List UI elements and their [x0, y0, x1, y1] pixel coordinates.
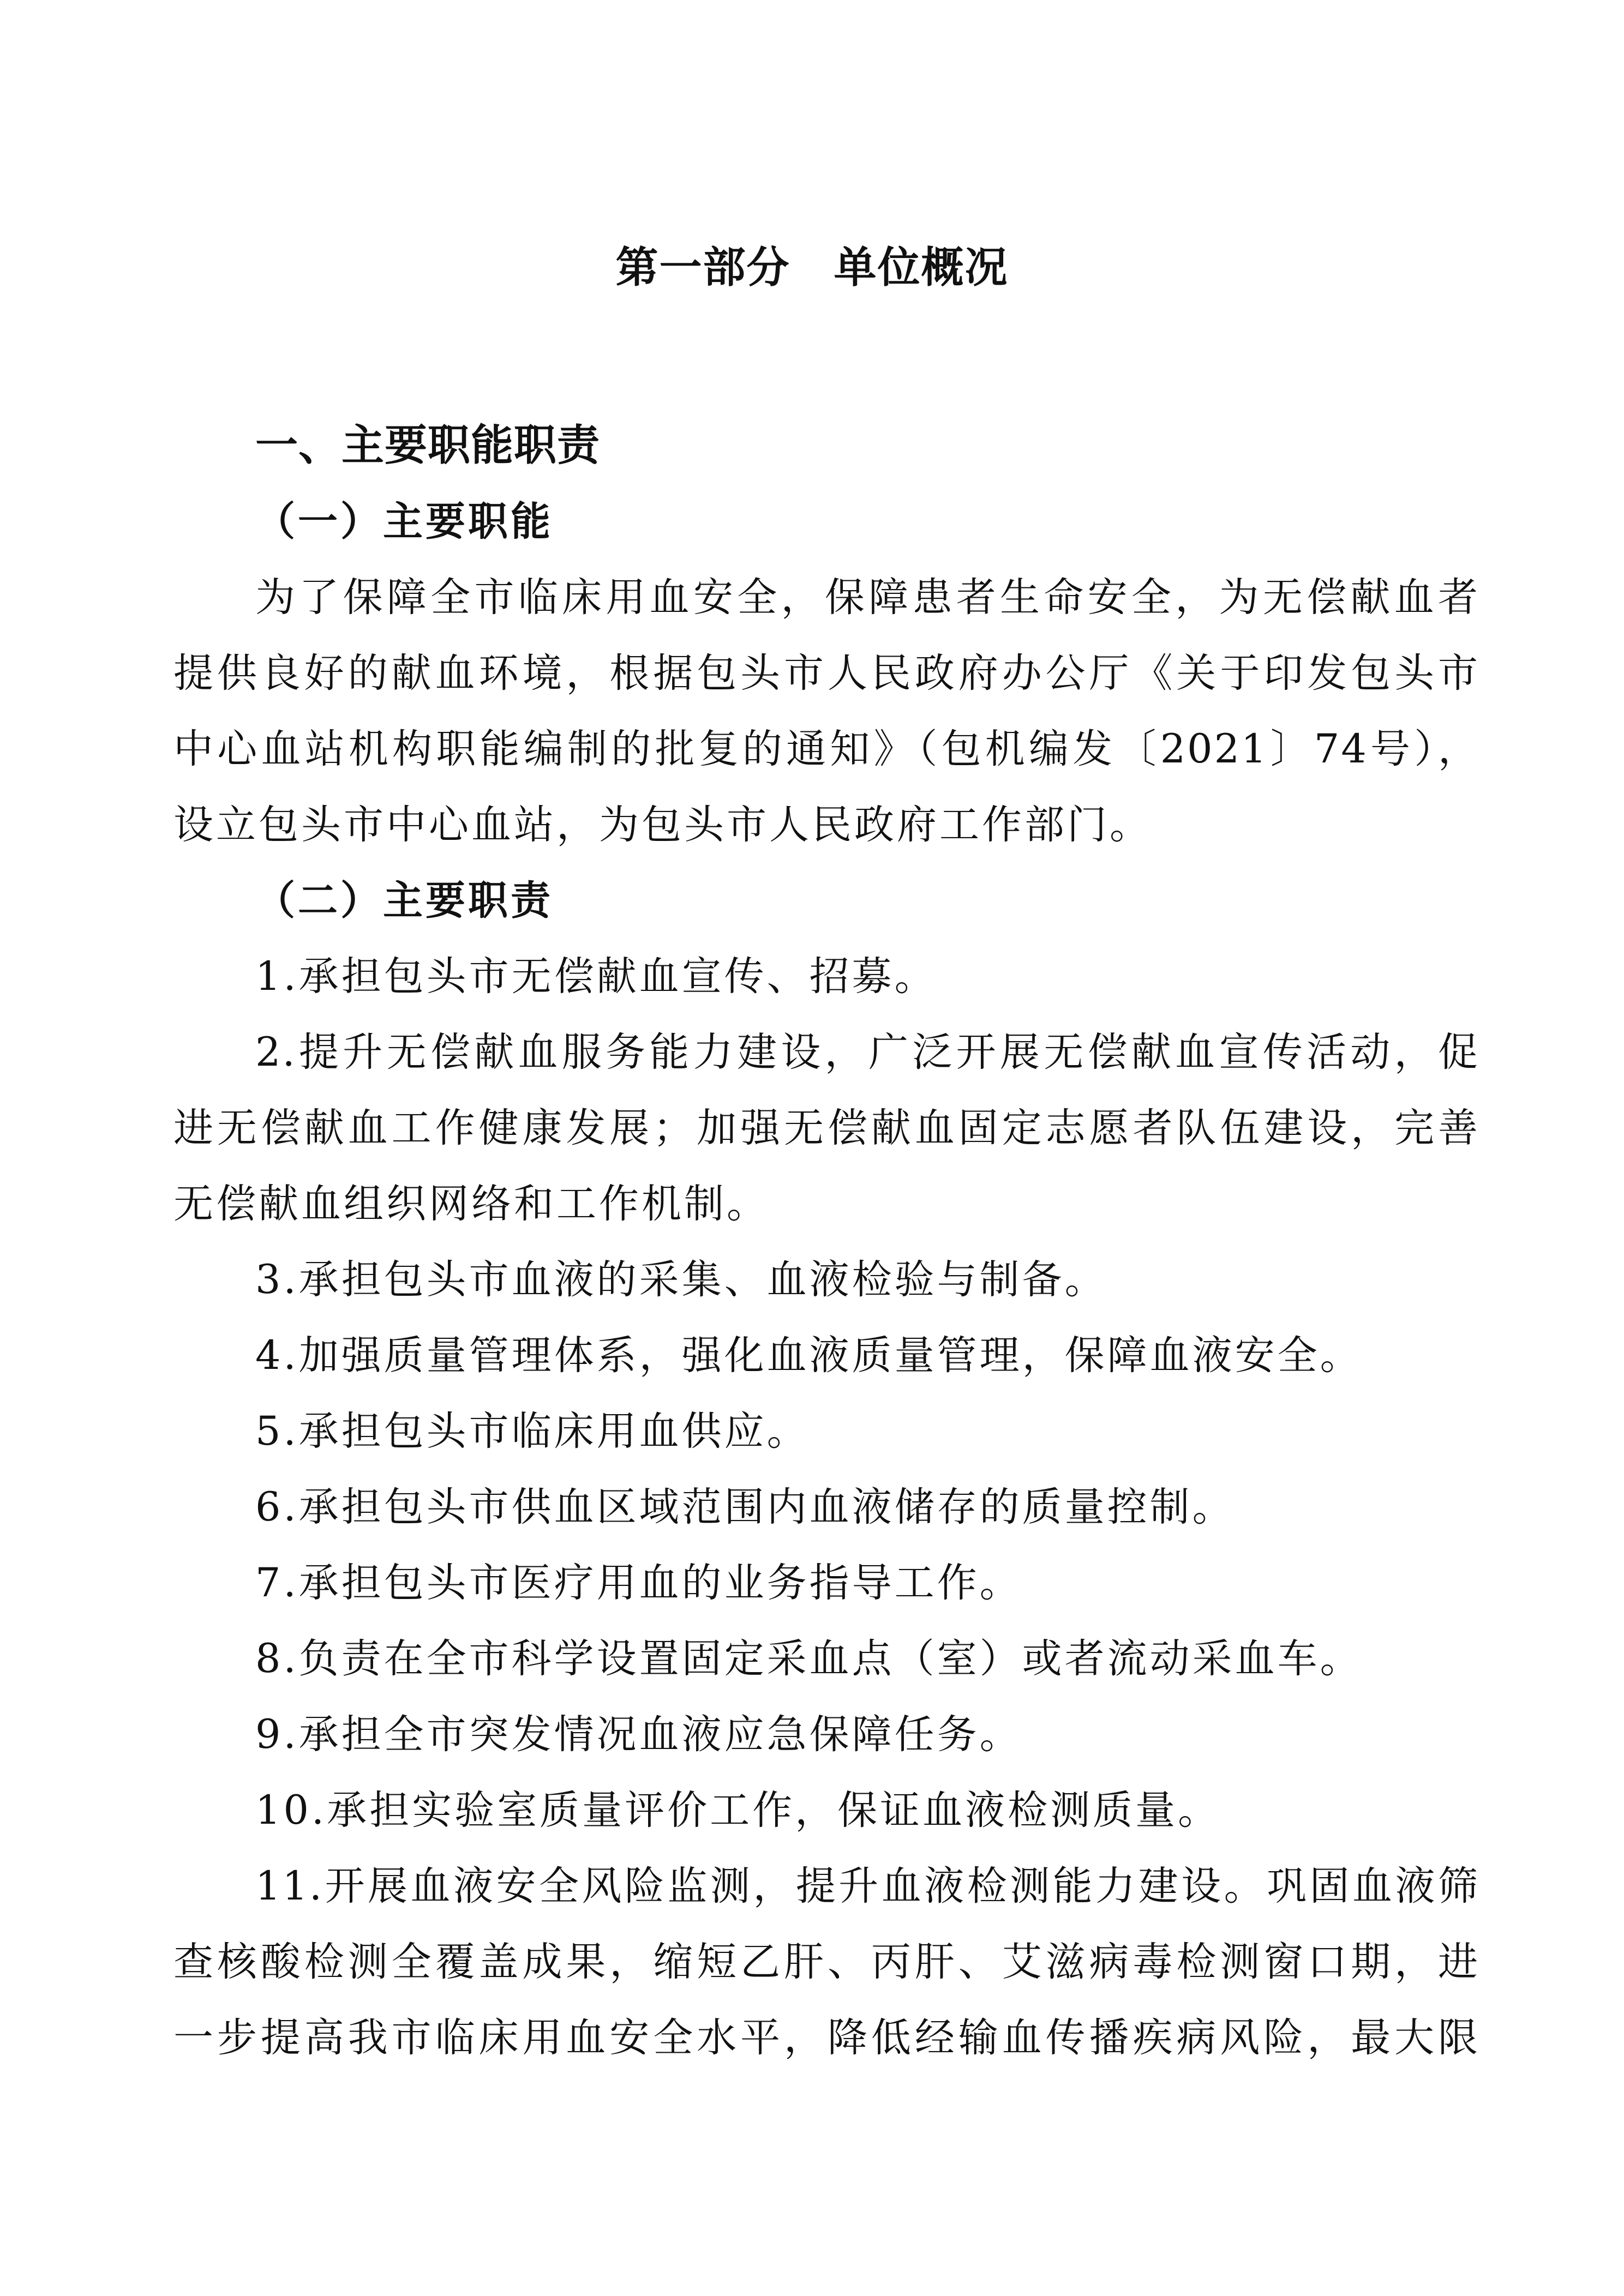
duty-item: 3.承担包头市血液的采集、血液检验与制备。: [255, 1257, 1107, 1303]
duty-item: 10.承担实验室质量评价工作，保证血液检测质量。: [255, 1787, 1221, 1834]
duty-item: 4.加强质量管理体系，强化血液质量管理，保障血液安全。: [255, 1332, 1363, 1379]
duty-item: 1.承担包头市无偿献血宣传、招募。: [255, 953, 937, 1000]
duty-item: 8.负责在全市科学设置固定采血点（室）或者流动采血车。: [255, 1636, 1363, 1682]
page-title: 第一部分 单位概况: [615, 243, 1009, 292]
duty-item: 2.提升无偿献血服务能力建设，广泛开展无偿献血宣传活动，促: [255, 1029, 1479, 1075]
subsection-heading-duties: （二）主要职责: [255, 877, 553, 924]
duty-item-continuation: 进无偿献血工作健康发展；加强无偿献血固定志愿者队伍建设，完善: [173, 1105, 1479, 1151]
paragraph-line: 中心血站机构职能编制的批复的通知》（包机编发〔2021〕74号），: [173, 726, 1479, 772]
section-heading: 一、主要职能职责: [255, 421, 601, 470]
document-body: [173, 408, 1479, 2076]
duty-item-continuation: 一步提高我市临床用血安全水平，降低经输血传播疾病风险，最大限: [173, 2015, 1479, 2061]
paragraph-line: 设立包头市中心血站，为包头市人民政府工作部门。: [173, 802, 1152, 848]
duty-item: 6.承担包头市供血区域范围内血液储存的质量控制。: [255, 1484, 1235, 1530]
duty-item-continuation: 无偿献血组织网络和工作机制。: [173, 1181, 769, 1227]
subsection-heading-functions: （一）主要职能: [255, 498, 553, 545]
duty-item-continuation: 查核酸检测全覆盖成果，缩短乙肝、丙肝、艾滋病毒检测窗口期，进: [173, 1939, 1479, 1985]
paragraph-line: 为了保障全市临床用血安全，保障患者生命安全，为无偿献血者: [255, 574, 1479, 621]
duty-item: 7.承担包头市医疗用血的业务指导工作。: [255, 1560, 1022, 1606]
duty-item: 11.开展血液安全风险监测，提升血液检测能力建设。巩固血液筛: [255, 1863, 1479, 1909]
paragraph-line: 提供良好的献血环境，根据包头市人民政府办公厅《关于印发包头市: [173, 650, 1479, 696]
duty-item: 9.承担全市突发情况血液应急保障任务。: [255, 1711, 1022, 1758]
duty-item: 5.承担包头市临床用血供应。: [255, 1408, 810, 1454]
